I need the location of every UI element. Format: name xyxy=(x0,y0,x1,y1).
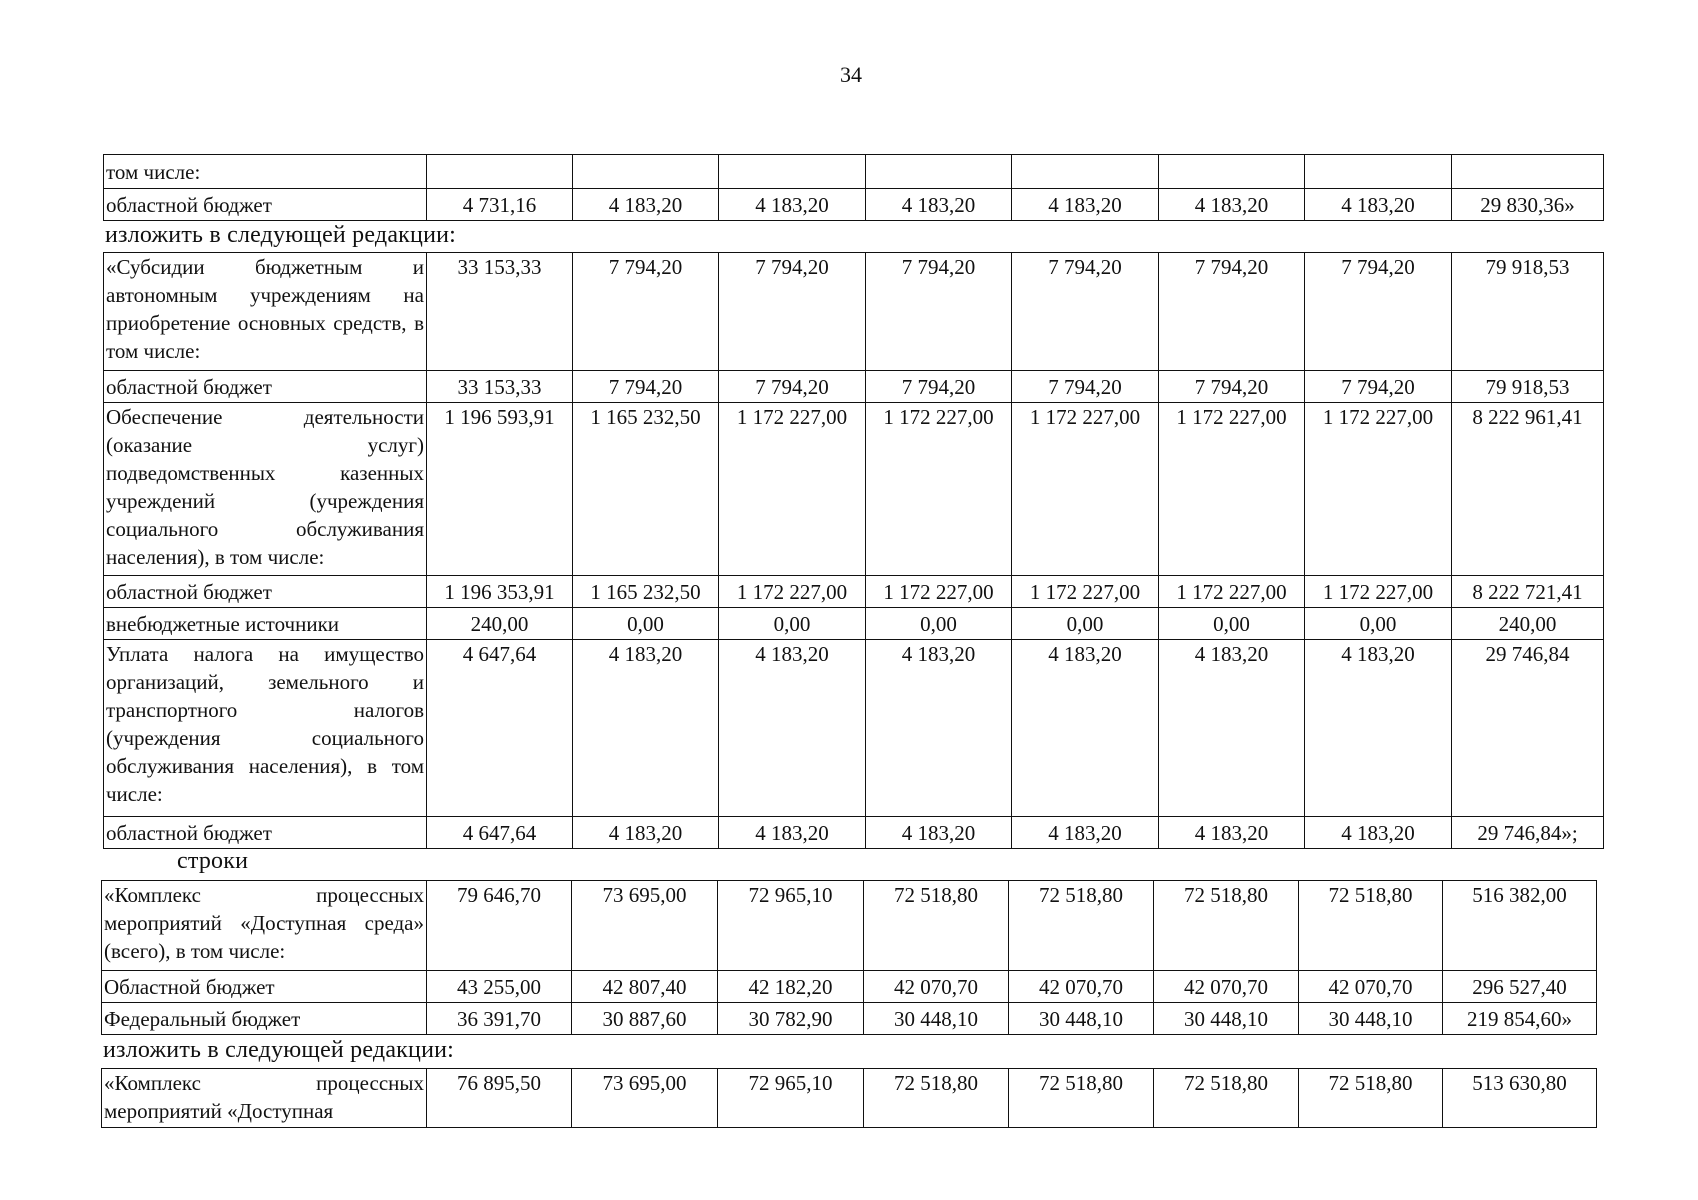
row-label: внебюджетные источники xyxy=(104,608,427,640)
value-cell: 36 391,70 xyxy=(427,1003,572,1035)
value-cell: 7 794,20 xyxy=(1012,253,1159,371)
value-cell: 30 887,60 xyxy=(572,1003,718,1035)
value-cell: 4 183,20 xyxy=(1159,640,1305,817)
row-label: «Комплекс процессных мероприятий «Доступная xyxy=(102,1069,427,1128)
value-cell: 4 183,20 xyxy=(719,640,866,817)
table-row xyxy=(102,971,1597,1003)
value-cell: 1 172 227,00 xyxy=(866,403,1012,576)
heading-2: строки xyxy=(177,848,249,874)
row-label: «Субсидии бюджетным и автономным учреждениям на приобретение основных средств, в том числе: xyxy=(104,253,427,371)
value-cell: 4 183,20 xyxy=(866,189,1012,221)
value-cell: 296 527,40 xyxy=(1443,971,1597,1003)
table-1 xyxy=(103,154,1604,221)
value-cell: 4 183,20 xyxy=(866,817,1012,849)
value-cell: 79 918,53 xyxy=(1452,371,1604,403)
value-cell: 43 255,00 xyxy=(427,971,572,1003)
value-cell: 1 196 353,91 xyxy=(427,576,573,608)
value-cell: 1 172 227,00 xyxy=(866,576,1012,608)
table-3 xyxy=(101,880,1597,1035)
value-cell: 30 448,10 xyxy=(1009,1003,1154,1035)
value-cell: 42 070,70 xyxy=(864,971,1009,1003)
value-cell: 4 183,20 xyxy=(719,189,866,221)
value-cell: 0,00 xyxy=(1159,608,1305,640)
value-cell: 73 695,00 xyxy=(572,881,718,971)
value-cell: 29 746,84 xyxy=(1452,640,1604,817)
value-cell: 29 746,84»; xyxy=(1452,817,1604,849)
table-row xyxy=(104,640,1604,817)
row-label: областной бюджет xyxy=(104,817,427,849)
value-cell: 42 070,70 xyxy=(1299,971,1443,1003)
value-cell: 7 794,20 xyxy=(866,253,1012,371)
value-cell: 1 172 227,00 xyxy=(719,403,866,576)
value-cell: 73 695,00 xyxy=(572,1069,718,1128)
value-cell: 29 830,36» xyxy=(1452,189,1604,221)
value-cell: 76 895,50 xyxy=(427,1069,572,1128)
value-cell: 4 183,20 xyxy=(1159,189,1305,221)
value-cell: 7 794,20 xyxy=(1305,371,1452,403)
value-cell: 42 070,70 xyxy=(1009,971,1154,1003)
value-cell: 1 172 227,00 xyxy=(1305,403,1452,576)
value-cell: 7 794,20 xyxy=(719,253,866,371)
row-label: Обеспечение деятельности (оказание услуг) подведомственных казенных учреждений (учреждения социального обслуживания населения), в том числе: xyxy=(104,403,427,576)
value-cell: 516 382,00 xyxy=(1443,881,1597,971)
value-cell: 4 183,20 xyxy=(1012,640,1159,817)
value-cell: 79 646,70 xyxy=(427,881,572,971)
row-label: Уплата налога на имущество организаций, земельного и транспортного налогов (учреждения социального обслуживания населения), в том числе: xyxy=(104,640,427,817)
value-cell: 1 196 593,91 xyxy=(427,403,573,576)
value-cell: 42 070,70 xyxy=(1154,971,1299,1003)
value-cell: 0,00 xyxy=(1305,608,1452,640)
value-cell: 7 794,20 xyxy=(866,371,1012,403)
value-cell: 4 183,20 xyxy=(573,189,719,221)
table-row xyxy=(102,1069,1597,1128)
value-cell: 30 448,10 xyxy=(1154,1003,1299,1035)
value-cell: 72 518,80 xyxy=(1154,881,1299,971)
value-cell: 4 183,20 xyxy=(1012,189,1159,221)
table-row xyxy=(104,371,1604,403)
value-cell: 4 183,20 xyxy=(573,640,719,817)
value-cell: 4 183,20 xyxy=(573,817,719,849)
value-cell: 0,00 xyxy=(719,608,866,640)
value-cell: 513 630,80 xyxy=(1443,1069,1597,1128)
value-cell: 7 794,20 xyxy=(1305,253,1452,371)
value-cell: 240,00 xyxy=(427,608,573,640)
table-row xyxy=(104,189,1604,221)
table-row xyxy=(104,608,1604,640)
table-row xyxy=(104,576,1604,608)
value-cell: 0,00 xyxy=(1012,608,1159,640)
value-cell: 4 647,64 xyxy=(427,640,573,817)
value-cell: 4 647,64 xyxy=(427,817,573,849)
value-cell xyxy=(573,155,719,189)
value-cell: 4 183,20 xyxy=(1305,817,1452,849)
value-cell: 42 807,40 xyxy=(572,971,718,1003)
value-cell: 7 794,20 xyxy=(1159,371,1305,403)
table-row xyxy=(104,817,1604,849)
value-cell xyxy=(1452,155,1604,189)
row-label: Областной бюджет xyxy=(102,971,427,1003)
value-cell: 4 183,20 xyxy=(1159,817,1305,849)
value-cell: 8 222 961,41 xyxy=(1452,403,1604,576)
value-cell: 7 794,20 xyxy=(573,371,719,403)
table-4 xyxy=(101,1068,1597,1128)
value-cell: 0,00 xyxy=(573,608,719,640)
value-cell: 33 153,33 xyxy=(427,371,573,403)
table-row xyxy=(104,403,1604,576)
value-cell: 72 518,80 xyxy=(1299,881,1443,971)
value-cell: 4 183,20 xyxy=(719,817,866,849)
value-cell: 72 518,80 xyxy=(1154,1069,1299,1128)
value-cell: 1 172 227,00 xyxy=(719,576,866,608)
value-cell: 72 518,80 xyxy=(1009,881,1154,971)
value-cell: 4 183,20 xyxy=(1012,817,1159,849)
heading-3: изложить в следующей редакции: xyxy=(103,1037,455,1063)
value-cell: 4 183,20 xyxy=(1305,189,1452,221)
value-cell: 72 965,10 xyxy=(718,881,864,971)
value-cell: 1 165 232,50 xyxy=(573,576,719,608)
value-cell xyxy=(1159,155,1305,189)
table-2 xyxy=(103,252,1604,849)
value-cell: 72 518,80 xyxy=(1009,1069,1154,1128)
value-cell: 1 172 227,00 xyxy=(1305,576,1452,608)
heading-1: изложить в следующей редакции: xyxy=(105,222,457,248)
value-cell: 33 153,33 xyxy=(427,253,573,371)
row-label: том числе: xyxy=(104,155,427,189)
value-cell: 7 794,20 xyxy=(1012,371,1159,403)
table-row xyxy=(104,253,1604,371)
table-row xyxy=(102,1003,1597,1035)
row-label: областной бюджет xyxy=(104,371,427,403)
value-cell: 0,00 xyxy=(866,608,1012,640)
value-cell: 1 165 232,50 xyxy=(573,403,719,576)
value-cell: 1 172 227,00 xyxy=(1012,576,1159,608)
value-cell: 30 782,90 xyxy=(718,1003,864,1035)
value-cell: 240,00 xyxy=(1452,608,1604,640)
value-cell: 1 172 227,00 xyxy=(1159,576,1305,608)
value-cell: 42 182,20 xyxy=(718,971,864,1003)
value-cell: 72 518,80 xyxy=(864,1069,1009,1128)
value-cell: 7 794,20 xyxy=(1159,253,1305,371)
row-label: областной бюджет xyxy=(104,576,427,608)
value-cell: 30 448,10 xyxy=(1299,1003,1443,1035)
table-row xyxy=(104,155,1604,189)
value-cell: 79 918,53 xyxy=(1452,253,1604,371)
value-cell: 4 183,20 xyxy=(1305,640,1452,817)
value-cell xyxy=(1305,155,1452,189)
row-label: Федеральный бюджет xyxy=(102,1003,427,1035)
value-cell: 72 518,80 xyxy=(1299,1069,1443,1128)
value-cell: 30 448,10 xyxy=(864,1003,1009,1035)
value-cell: 4 183,20 xyxy=(866,640,1012,817)
value-cell: 7 794,20 xyxy=(719,371,866,403)
value-cell: 1 172 227,00 xyxy=(1012,403,1159,576)
value-cell: 4 731,16 xyxy=(427,189,573,221)
value-cell: 1 172 227,00 xyxy=(1159,403,1305,576)
row-label: «Комплекс процессных мероприятий «Доступная среда» (всего), в том числе: xyxy=(102,881,427,971)
table-row xyxy=(102,881,1597,971)
value-cell xyxy=(427,155,573,189)
value-cell: 72 518,80 xyxy=(864,881,1009,971)
value-cell: 8 222 721,41 xyxy=(1452,576,1604,608)
value-cell xyxy=(866,155,1012,189)
row-label: областной бюджет xyxy=(104,189,427,221)
value-cell: 72 965,10 xyxy=(718,1069,864,1128)
value-cell xyxy=(719,155,866,189)
value-cell: 7 794,20 xyxy=(573,253,719,371)
value-cell: 219 854,60» xyxy=(1443,1003,1597,1035)
value-cell xyxy=(1012,155,1159,189)
